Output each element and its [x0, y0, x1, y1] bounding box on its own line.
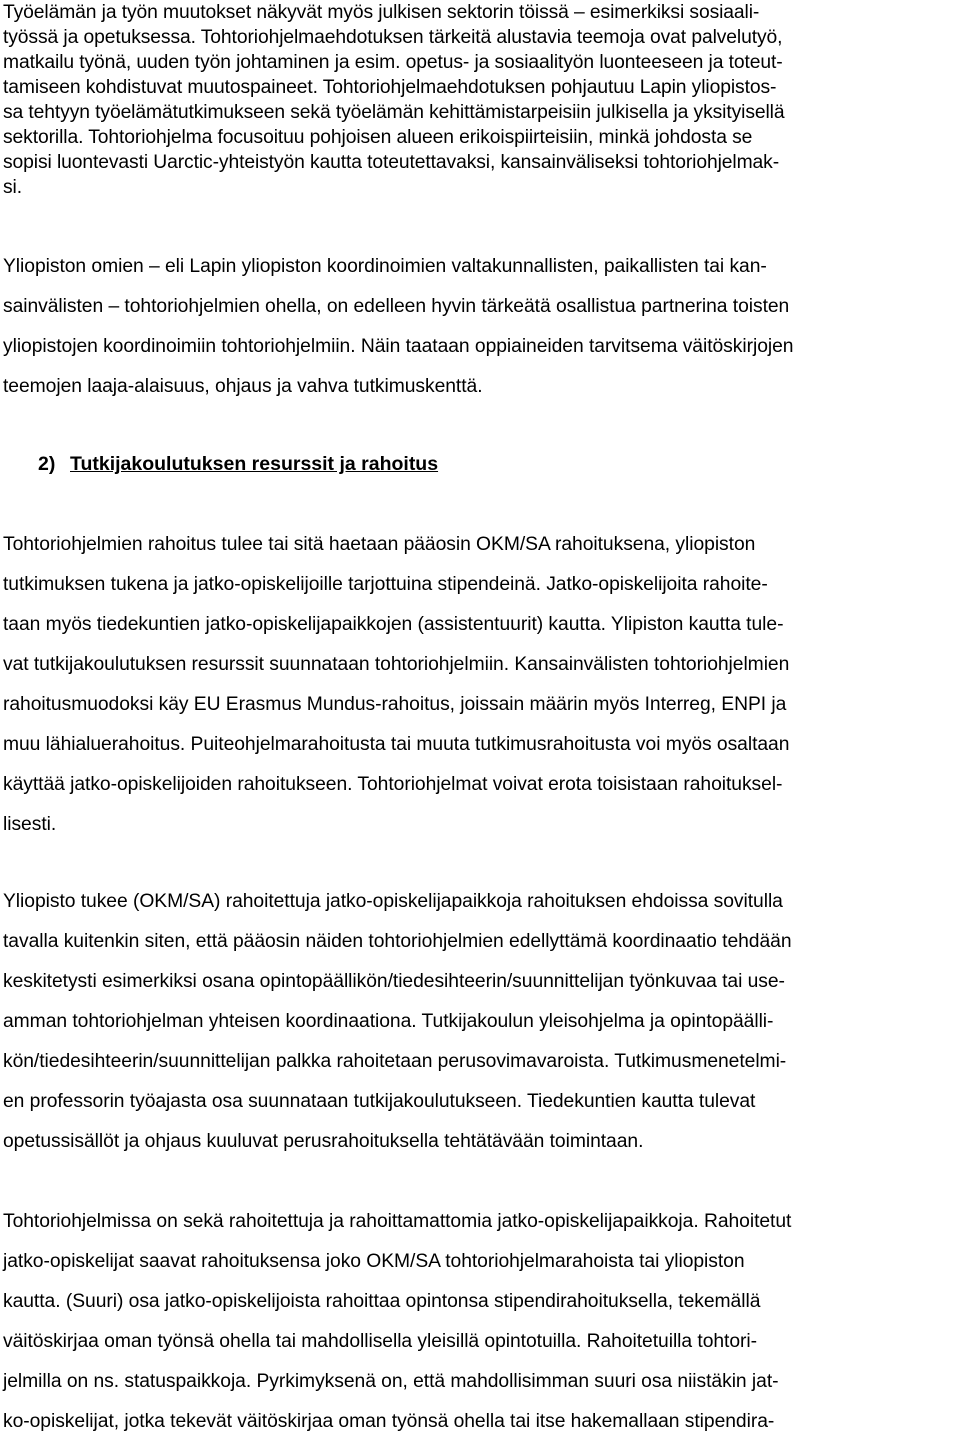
text-line: käyttää jatko-opiskelijoiden rahoitukseen. Tohtoriohjelmat voivat erota toisistaan rahoituksel- — [3, 774, 783, 795]
text-line: sopisi luontevasti Uarctic-yhteistyön kautta toteutettavaksi, kansainväliseksi tohtoriohjelmak- — [3, 152, 780, 173]
paragraph-funding — [3, 525, 953, 845]
text-line: lisesti. — [3, 814, 57, 835]
text-line: muu lähialuerahoitus. Puiteohjelmarahoitusta tai muuta tutkimusrahoitusta voi myös osaltaan — [3, 734, 790, 755]
paragraph-partner-programs — [3, 247, 953, 407]
text-line: jatko-opiskelijat saavat rahoituksensa joko OKM/SA tohtoriohjelmarahoista tai yliopiston — [3, 1251, 745, 1272]
text-line: ko-opiskelijat, jotka tekevät väitöskirjaa oman työnsä ohella tai itse hakemallaan stipendira- — [3, 1411, 775, 1432]
text-line: matkailu työnä, uuden työn johtaminen ja esim. opetus- ja sosiaalityön luonteeseen ja toteut- — [3, 52, 783, 73]
text-line: sainvälisten – tohtoriohjelmien ohella, on edelleen hyvin tärkeätä osallistua partnerina toisten — [3, 296, 790, 317]
text-line: sa tehtyyn työelämätutkimukseen sekä työelämän kehittämistarpeisiin julkisella ja yksityisellä — [3, 102, 785, 123]
text-line: opetussisällöt ja ohjaus kuuluvat perusrahoituksella tehtätävään toimintaan. — [3, 1131, 644, 1152]
text-line: en professorin työajasta osa suunnataan tutkijakoulutukseen. Tiedekuntien kautta tulevat — [3, 1091, 756, 1112]
text-line: tutkimuksen tukena ja jatko-opiskelijoille tarjottuina stipendeinä. Jatko-opiskelijoita rahoite- — [3, 574, 768, 595]
text-line: kautta. (Suuri) osa jatko-opiskelijoista rahoittaa opintonsa stipendirahoituksella, tekemällä — [3, 1291, 761, 1312]
text-line: Työelämän ja työn muutokset näkyvät myös julkisen sektorin töissä – esimerkiksi sosiaali- — [3, 2, 760, 23]
section-heading — [38, 448, 438, 480]
text-line: tamiseen kohdistuvat muutospaineet. Tohtoriohjelmaehdotuksen pohjautuu Lapin yliopistos- — [3, 77, 777, 98]
text-line: Yliopisto tukee (OKM/SA) rahoitettuja jatko-opiskelijapaikkoja rahoituksen ehdoissa sovitulla — [3, 891, 783, 912]
text-line: si. — [3, 177, 22, 198]
section-number: 2) — [38, 453, 56, 475]
text-line: taan myös tiedekuntien jatko-opiskelijapaikkojen (assistentuurit) kautta. Ylipiston kautta tule- — [3, 614, 784, 635]
text-line: jelmilla on ns. statuspaikkoja. Pyrkimyksenä on, että mahdollisimman suuri osa niistäkin jat- — [3, 1371, 779, 1392]
text-line: väitöskirjaa oman työnsä ohella tai mahdollisella yleisillä opintotuilla. Rahoitetuilla tohtori- — [3, 1331, 757, 1352]
intro-paragraph — [3, 0, 953, 200]
paragraph-university-support — [3, 882, 953, 1162]
text-line: työssä ja opetuksessa. Tohtoriohjelmaehdotuksen tärkeitä alustavia teemoja ovat palvelutyö, — [3, 27, 783, 48]
text-line: keskitetysti esimerkiksi osana opintopäällikön/tiedesihteerin/suunnittelijan työnkuvaa tai use- — [3, 971, 785, 992]
text-line: kön/tiedesihteerin/suunnittelijan palkka rahoitetaan perusovimavaroista. Tutkimusmenetelmi- — [3, 1051, 787, 1072]
text-line: Tohtoriohjelmissa on sekä rahoitettuja ja rahoittamattomia jatko-opiskelijapaikkoja. Rahoitetut — [3, 1211, 792, 1232]
text-line: Tohtoriohjelmien rahoitus tulee tai sitä haetaan pääosin OKM/SA rahoituksena, yliopiston — [3, 534, 756, 555]
text-line: teemojen laaja-alaisuus, ohjaus ja vahva tutkimuskenttä. — [3, 376, 483, 397]
text-line: rahoitusmuodoksi käy EU Erasmus Mundus-rahoitus, joissain määrin myös Interreg, ENPI ja — [3, 694, 787, 715]
text-line: Yliopiston omien – eli Lapin yliopiston koordinoimien valtakunnallisten, paikallisten tai kan- — [3, 256, 767, 277]
paragraph-student-positions — [3, 1202, 953, 1442]
text-line: sektorilla. Tohtoriohjelma focusoituu pohjoisen alueen erikoispiirteisiin, minkä johdosta se — [3, 127, 753, 148]
text-line: vat tutkijakoulutuksen resurssit suunnataan tohtoriohjelmiin. Kansainvälisten tohtoriohjelmien — [3, 654, 790, 675]
text-line: yliopistojen koordinoimiin tohtoriohjelmiin. Näin taataan oppiaineiden tarvitsema väitöskirjojen — [3, 336, 794, 357]
section-title: Tutkijakoulutuksen resurssit ja rahoitus — [70, 453, 439, 475]
text-line: amman tohtoriohjelman yhteisen koordinaationa. Tutkijakoulun yleisohjelma ja opintopäälli- — [3, 1011, 774, 1032]
text-line: tavalla kuitenkin siten, että pääosin näiden tohtoriohjelmien edellyttämä koordinaatio tehdään — [3, 931, 792, 952]
